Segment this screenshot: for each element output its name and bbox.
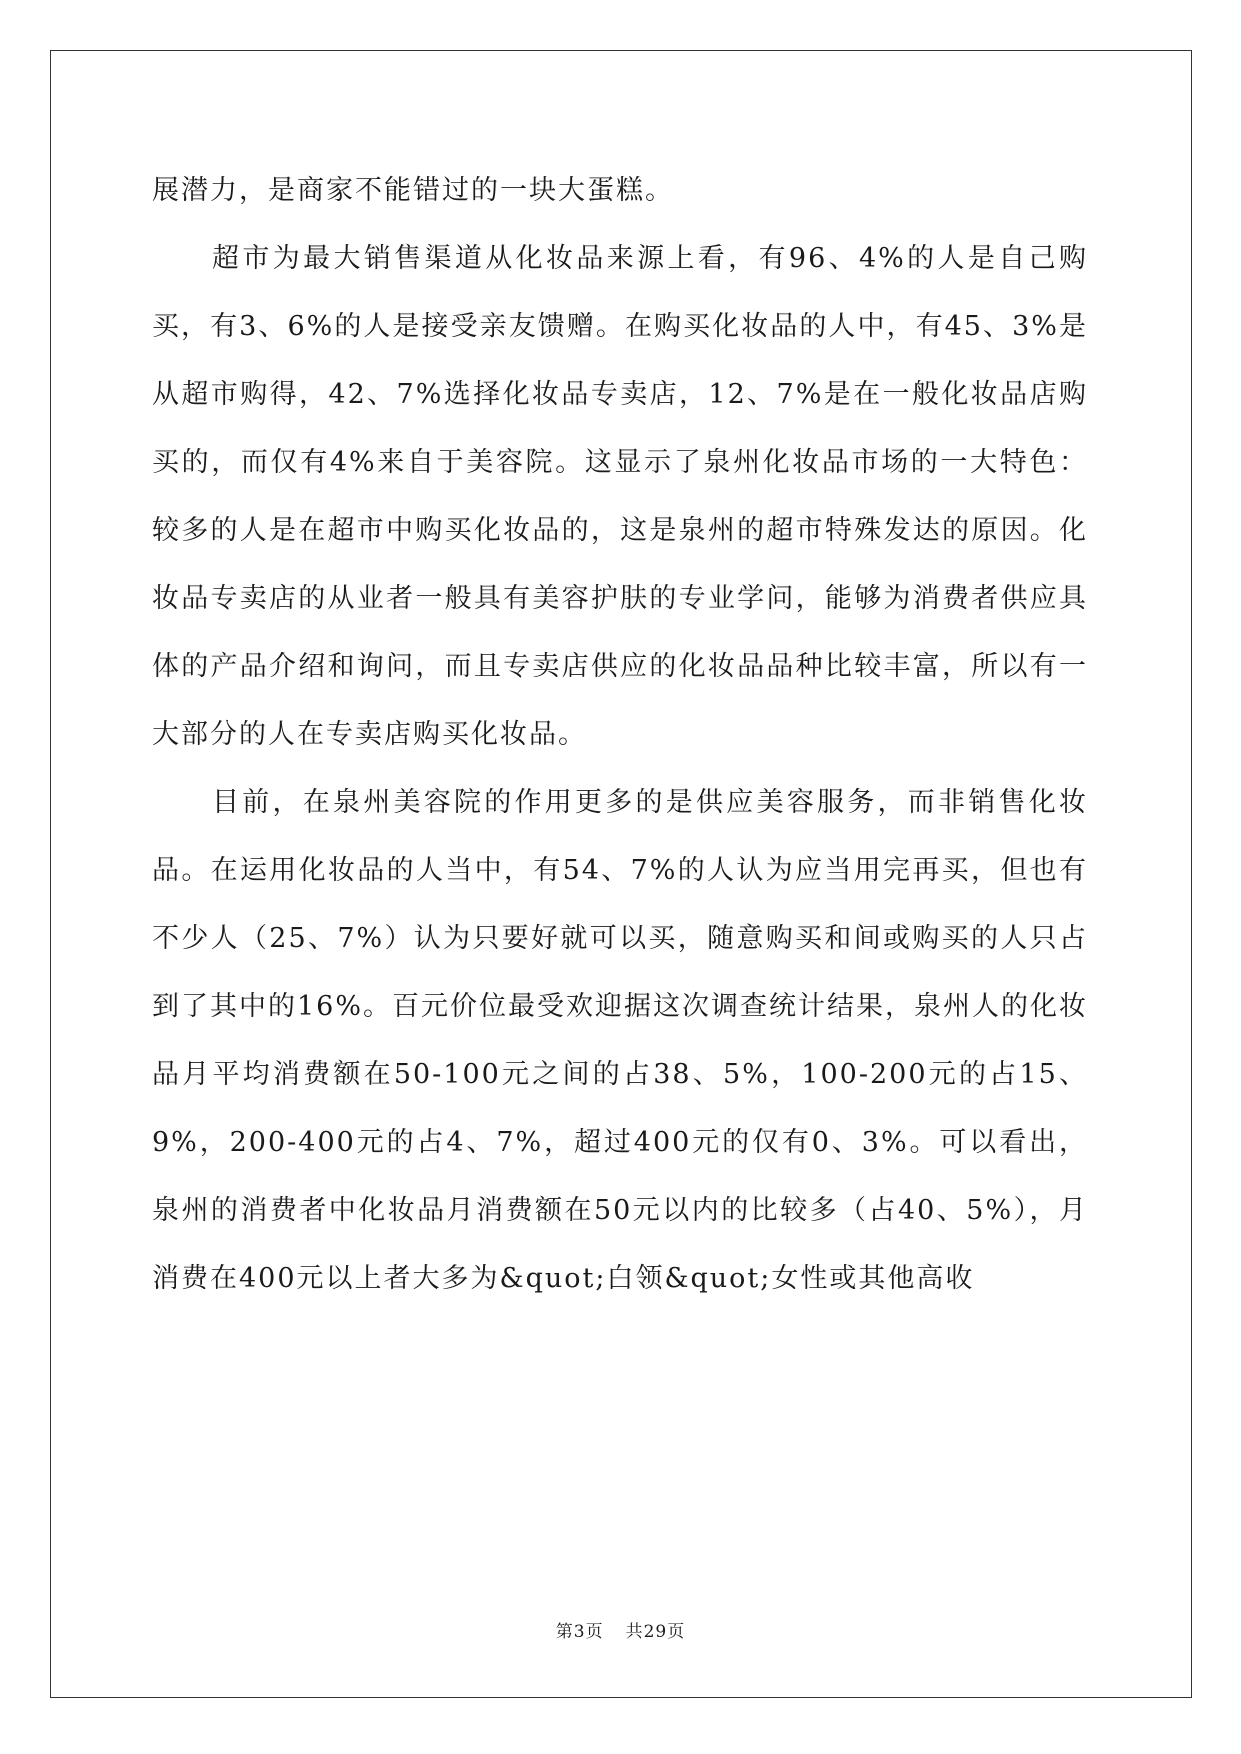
paragraph-1: 展潜力，是商家不能错过的一块大蛋糕。 [152,175,674,206]
page-number: 第3页 [555,1622,604,1642]
page-footer [0,1617,1241,1642]
page-total: 共29页 [625,1622,686,1642]
paragraph-3: 目前，在泉州美容院的作用更多的是供应美容服务，而非销售化妆品。在运用化妆品的人当中，有54、7%的人认为应当用完再买，但也有不少人（25、7%）认为只要好就可以买，随意购买和间或购买的人只占到了其中的16%。百元价位最受欢迎据这次调查统计结果，泉州人的化妆品月平均消费额在50-100元之间的占38、5%，100-200元的占15、9%，200-400元的占4、7%，超过400元的仅有0、3%。可以看出，泉州的消费者中化妆品月消费额在50元以内的比较多（占40、5%），月消费在400元以上者大多为&quot;白领&quot;女性或其他高收 [152,787,1089,1294]
paragraph-2: 超市为最大销售渠道从化妆品来源上看，有96、4%的人是自己购买，有3、6%的人是接受亲友馈赠。在购买化妆品的人中，有45、3%是从超市购得，42、7%选择化妆品专卖店，12、7%是在一般化妆品店购买的，而仅有4%来自于美容院。这显示了泉州化妆品市场的一大特色：较多的人是在超市中购买化妆品的，这是泉州的超市特殊发达的原因。化妆品专卖店的从业者一般具有美容护肤的专业学问，能够为消费者供应具体的产品介绍和询问，而且专卖店供应的化妆品品种比较丰富，所以有一大部分的人在专卖店购买化妆品。 [152,243,1088,750]
document-body [152,157,1088,1313]
